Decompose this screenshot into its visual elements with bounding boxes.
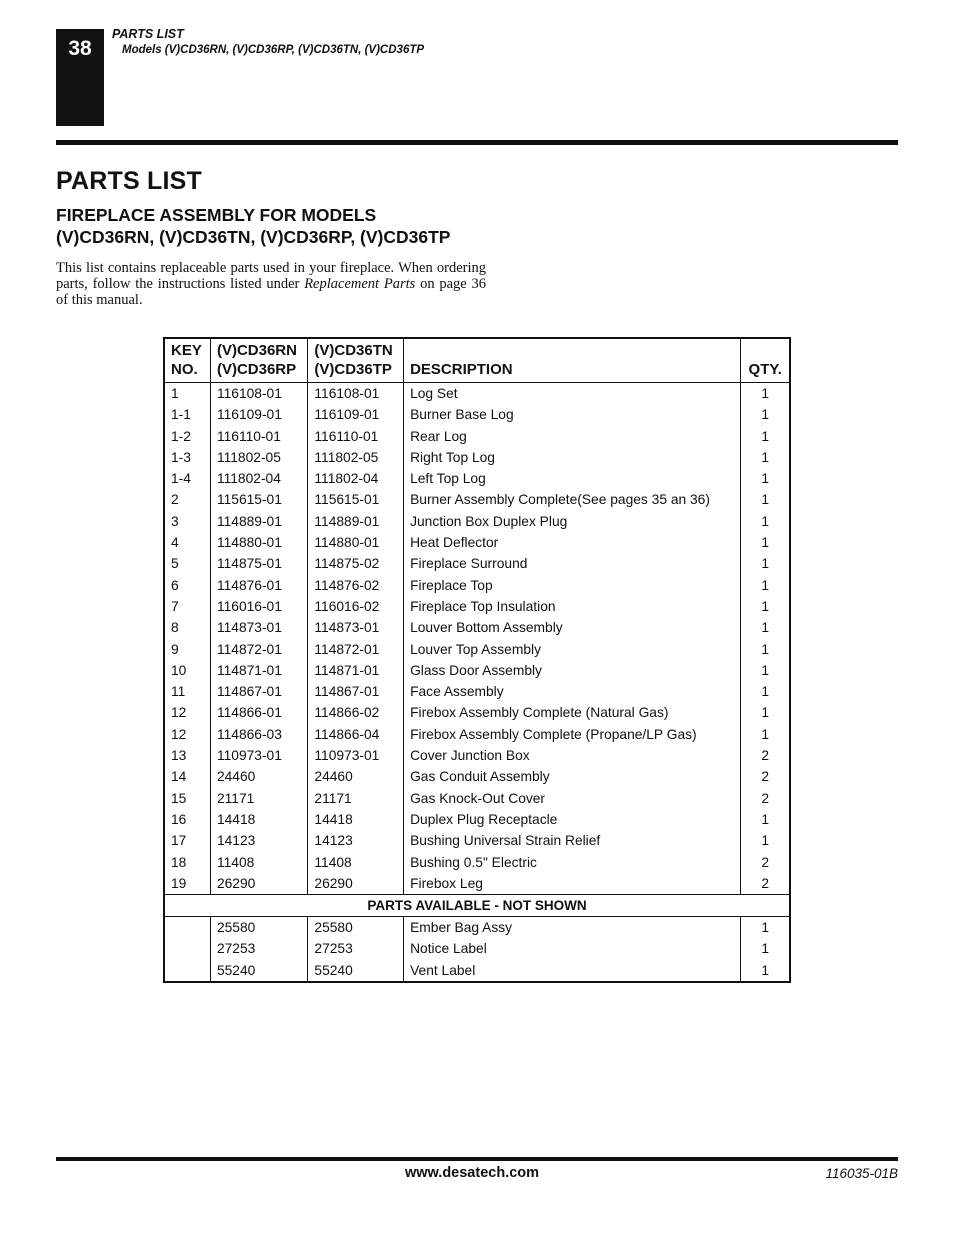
cell-rn: 114866-03 xyxy=(210,724,307,745)
cell-qty: 1 xyxy=(741,702,790,723)
table-row xyxy=(164,766,790,787)
cell-rn: 114875-01 xyxy=(210,553,307,574)
table-header-row xyxy=(164,338,790,383)
cell-desc: Heat Deflector xyxy=(404,532,741,553)
cell-tn: 114866-02 xyxy=(308,702,404,723)
subtitle-line-2: (V)CD36RN, (V)CD36TN, (V)CD36RP, (V)CD36TP xyxy=(56,227,451,247)
cell-tn: 116016-02 xyxy=(308,596,404,617)
header-qty: QTY. xyxy=(741,338,790,383)
cell-key: 10 xyxy=(171,662,187,678)
cell-desc: Notice Label xyxy=(404,938,741,959)
table-row xyxy=(164,852,790,873)
cell-rn: 14418 xyxy=(210,809,307,830)
table-row xyxy=(164,960,790,982)
cell-key: 1-1 xyxy=(171,407,191,423)
cell-tn: 24460 xyxy=(308,766,404,787)
parts-table xyxy=(163,337,791,983)
cell-key: 1 xyxy=(171,386,179,401)
cell-qty: 1 xyxy=(741,681,790,702)
cell-qty: 1 xyxy=(741,596,790,617)
table-row xyxy=(164,788,790,809)
cell-tn: 114867-01 xyxy=(308,681,404,702)
cell-qty: 1 xyxy=(741,426,790,447)
cell-qty: 1 xyxy=(741,960,790,982)
cell-key: 1-4 xyxy=(171,471,191,487)
cell-desc: Bushing Universal Strain Relief xyxy=(404,830,741,851)
table-row xyxy=(164,468,790,489)
page-number-tab xyxy=(56,29,104,126)
cell-desc: Duplex Plug Receptacle xyxy=(404,809,741,830)
section-divider xyxy=(164,895,790,917)
cell-rn: 116109-01 xyxy=(210,404,307,425)
cell-tn: 116109-01 xyxy=(308,404,404,425)
intro-paragraph xyxy=(56,260,486,308)
table-row xyxy=(164,617,790,638)
table-row xyxy=(164,938,790,959)
running-header-title: PARTS LIST xyxy=(112,27,184,41)
cell-desc: Left Top Log xyxy=(404,468,741,489)
extra-parts-rows xyxy=(164,917,790,982)
cell-rn: 24460 xyxy=(210,766,307,787)
header-rn-models xyxy=(210,338,307,383)
cell-tn: 114880-01 xyxy=(308,532,404,553)
cell-rn: 27253 xyxy=(210,938,307,959)
cell-rn: 114866-01 xyxy=(210,702,307,723)
cell-desc: Ember Bag Assy xyxy=(404,917,741,939)
cell-key: 4 xyxy=(171,535,179,551)
cell-tn: 14123 xyxy=(308,830,404,851)
cell-qty: 1 xyxy=(741,917,790,939)
cell-desc: Rear Log xyxy=(404,426,741,447)
cell-desc: Burner Assembly Complete(See pages 35 an 36) xyxy=(404,489,741,510)
cell-desc: Cover Junction Box xyxy=(404,745,741,766)
cell-desc: Louver Top Assembly xyxy=(404,639,741,660)
cell-key xyxy=(164,938,210,959)
cell-qty: 1 xyxy=(741,724,790,745)
header-key-line2: NO. xyxy=(171,361,198,378)
bottom-divider xyxy=(56,1157,898,1161)
cell-key: 5 xyxy=(171,556,179,572)
cell-tn: 115615-01 xyxy=(308,489,404,510)
header-rn-line1: (V)CD36RN xyxy=(216,342,297,359)
cell-tn: 111802-04 xyxy=(308,468,404,489)
cell-rn: 114876-01 xyxy=(210,575,307,596)
cell-key: 2 xyxy=(171,492,179,508)
table-row xyxy=(164,447,790,468)
cell-qty: 2 xyxy=(741,852,790,873)
cell-rn: 116108-01 xyxy=(210,383,307,405)
intro-text-2: on page 36 of this manual. xyxy=(56,276,487,308)
cell-qty: 1 xyxy=(741,660,790,681)
cell-qty: 1 xyxy=(741,938,790,959)
cell-key: 15 xyxy=(171,790,187,806)
table-row xyxy=(164,724,790,745)
cell-desc: Gas Knock-Out Cover xyxy=(404,788,741,809)
cell-rn: 25580 xyxy=(210,917,307,939)
cell-tn: 114871-01 xyxy=(308,660,404,681)
top-divider xyxy=(56,140,898,145)
header-tn-models xyxy=(308,338,404,383)
cell-key: 7 xyxy=(171,598,179,614)
cell-key: 14 xyxy=(171,769,187,785)
header-tn-line1: (V)CD36TN xyxy=(314,342,393,359)
cell-qty: 1 xyxy=(741,532,790,553)
cell-rn: 114873-01 xyxy=(210,617,307,638)
cell-desc: Fireplace Surround xyxy=(404,553,741,574)
cell-key: 12 xyxy=(171,705,187,721)
cell-tn: 114875-02 xyxy=(308,553,404,574)
table-row xyxy=(164,511,790,532)
cell-tn: 11408 xyxy=(308,852,404,873)
cell-desc: Right Top Log xyxy=(404,447,741,468)
cell-qty: 1 xyxy=(741,575,790,596)
cell-desc: Louver Bottom Assembly xyxy=(404,617,741,638)
cell-key xyxy=(164,917,210,939)
cell-desc: Junction Box Duplex Plug xyxy=(404,511,741,532)
cell-key: 16 xyxy=(171,811,187,827)
table-row xyxy=(164,575,790,596)
cell-key: 3 xyxy=(171,513,179,529)
cell-key: 18 xyxy=(171,854,187,870)
cell-tn: 21171 xyxy=(308,788,404,809)
cell-rn: 114867-01 xyxy=(210,681,307,702)
table-row xyxy=(164,745,790,766)
table-row xyxy=(164,830,790,851)
cell-desc: Fireplace Top xyxy=(404,575,741,596)
cell-tn: 111802-05 xyxy=(308,447,404,468)
cell-key: 17 xyxy=(171,833,187,849)
table-row xyxy=(164,532,790,553)
cell-key: 11 xyxy=(171,684,186,700)
cell-key: 19 xyxy=(171,875,187,891)
cell-key: 13 xyxy=(171,748,187,764)
table-row xyxy=(164,489,790,510)
table-row xyxy=(164,553,790,574)
cell-rn: 115615-01 xyxy=(210,489,307,510)
header-rn-line2: (V)CD36RP xyxy=(216,361,297,378)
table-row xyxy=(164,681,790,702)
cell-rn: 116016-01 xyxy=(210,596,307,617)
intro-text-1: This list contains replaceable parts used in your fireplace. When ordering parts, follow the instructions listed under xyxy=(56,260,486,292)
page-number: 38 xyxy=(68,37,92,60)
header-key-no xyxy=(164,338,210,383)
table-row xyxy=(164,596,790,617)
subtitle-line-1: FIREPLACE ASSEMBLY FOR MODELS xyxy=(56,205,377,225)
cell-qty: 2 xyxy=(741,873,790,895)
cell-rn: 26290 xyxy=(210,873,307,895)
table-row xyxy=(164,917,790,939)
table-row xyxy=(164,404,790,425)
footer-document-code: 116035-01B xyxy=(825,1166,898,1181)
cell-tn: 116110-01 xyxy=(308,426,404,447)
cell-rn: 14123 xyxy=(210,830,307,851)
cell-tn: 114876-02 xyxy=(308,575,404,596)
cell-qty: 1 xyxy=(741,617,790,638)
cell-desc: Vent Label xyxy=(404,960,741,982)
header-tn-line2: (V)CD36TP xyxy=(314,361,392,378)
cell-rn: 110973-01 xyxy=(210,745,307,766)
cell-desc: Gas Conduit Assembly xyxy=(404,766,741,787)
cell-desc: Firebox Leg xyxy=(404,873,741,895)
cell-desc: Firebox Assembly Complete (Natural Gas) xyxy=(404,702,741,723)
cell-tn: 110973-01 xyxy=(308,745,404,766)
cell-qty: 2 xyxy=(741,745,790,766)
table-row xyxy=(164,702,790,723)
cell-tn: 114889-01 xyxy=(308,511,404,532)
cell-tn: 14418 xyxy=(308,809,404,830)
cell-tn: 114866-04 xyxy=(308,724,404,745)
section-subtitle xyxy=(56,204,450,248)
cell-rn: 11408 xyxy=(210,852,307,873)
table-row xyxy=(164,383,790,405)
footer-url: www.desatech.com xyxy=(405,1165,540,1181)
table-row xyxy=(164,809,790,830)
cell-rn: 111802-04 xyxy=(210,468,307,489)
cell-qty: 1 xyxy=(741,489,790,510)
cell-qty: 1 xyxy=(741,511,790,532)
section-row xyxy=(164,895,790,917)
table-row xyxy=(164,873,790,895)
cell-qty: 1 xyxy=(741,447,790,468)
cell-rn: 114889-01 xyxy=(210,511,307,532)
cell-rn: 21171 xyxy=(210,788,307,809)
table-row xyxy=(164,639,790,660)
cell-rn: 114872-01 xyxy=(210,639,307,660)
table-row xyxy=(164,426,790,447)
cell-key: 1-3 xyxy=(171,449,191,465)
cell-rn: 116110-01 xyxy=(210,426,307,447)
cell-qty: 1 xyxy=(741,639,790,660)
cell-key: 1-2 xyxy=(171,428,191,444)
cell-desc: Log Set xyxy=(404,383,741,405)
cell-rn: 114880-01 xyxy=(210,532,307,553)
cell-rn: 111802-05 xyxy=(210,447,307,468)
cell-qty: 1 xyxy=(741,468,790,489)
header-key-line1: KEY xyxy=(171,342,202,359)
cell-qty: 1 xyxy=(741,553,790,574)
cell-desc: Glass Door Assembly xyxy=(404,660,741,681)
running-header-models: Models (V)CD36RN, (V)CD36RP, (V)CD36TN, (V)CD36TP xyxy=(122,44,425,56)
cell-key: 8 xyxy=(171,620,179,636)
cell-tn: 27253 xyxy=(308,938,404,959)
cell-qty: 1 xyxy=(741,404,790,425)
cell-key: 12 xyxy=(171,726,187,742)
cell-tn: 55240 xyxy=(308,960,404,982)
cell-desc: Burner Base Log xyxy=(404,404,741,425)
cell-key: 6 xyxy=(171,577,179,593)
cell-desc: Firebox Assembly Complete (Propane/LP Gas) xyxy=(404,724,741,745)
parts-rows xyxy=(164,383,790,895)
table-row xyxy=(164,660,790,681)
cell-rn: 114871-01 xyxy=(210,660,307,681)
intro-emphasis: Replacement Parts xyxy=(304,276,416,292)
cell-rn: 55240 xyxy=(210,960,307,982)
cell-tn: 114873-01 xyxy=(308,617,404,638)
cell-tn: 114872-01 xyxy=(308,639,404,660)
cell-tn: 116108-01 xyxy=(308,383,404,405)
cell-qty: 2 xyxy=(741,788,790,809)
cell-qty: 1 xyxy=(741,830,790,851)
header-description: DESCRIPTION xyxy=(404,338,741,383)
cell-desc: Bushing 0.5" Electric xyxy=(404,852,741,873)
cell-tn: 26290 xyxy=(308,873,404,895)
cell-qty: 2 xyxy=(741,766,790,787)
cell-key: 9 xyxy=(171,641,179,657)
cell-desc: Fireplace Top Insulation xyxy=(404,596,741,617)
cell-qty: 1 xyxy=(741,383,790,405)
cell-desc: Face Assembly xyxy=(404,681,741,702)
cell-qty: 1 xyxy=(741,809,790,830)
section-label: PARTS AVAILABLE - NOT SHOWN xyxy=(164,895,790,917)
page-title: PARTS LIST xyxy=(56,167,202,195)
cell-tn: 25580 xyxy=(308,917,404,939)
cell-key xyxy=(164,960,210,982)
